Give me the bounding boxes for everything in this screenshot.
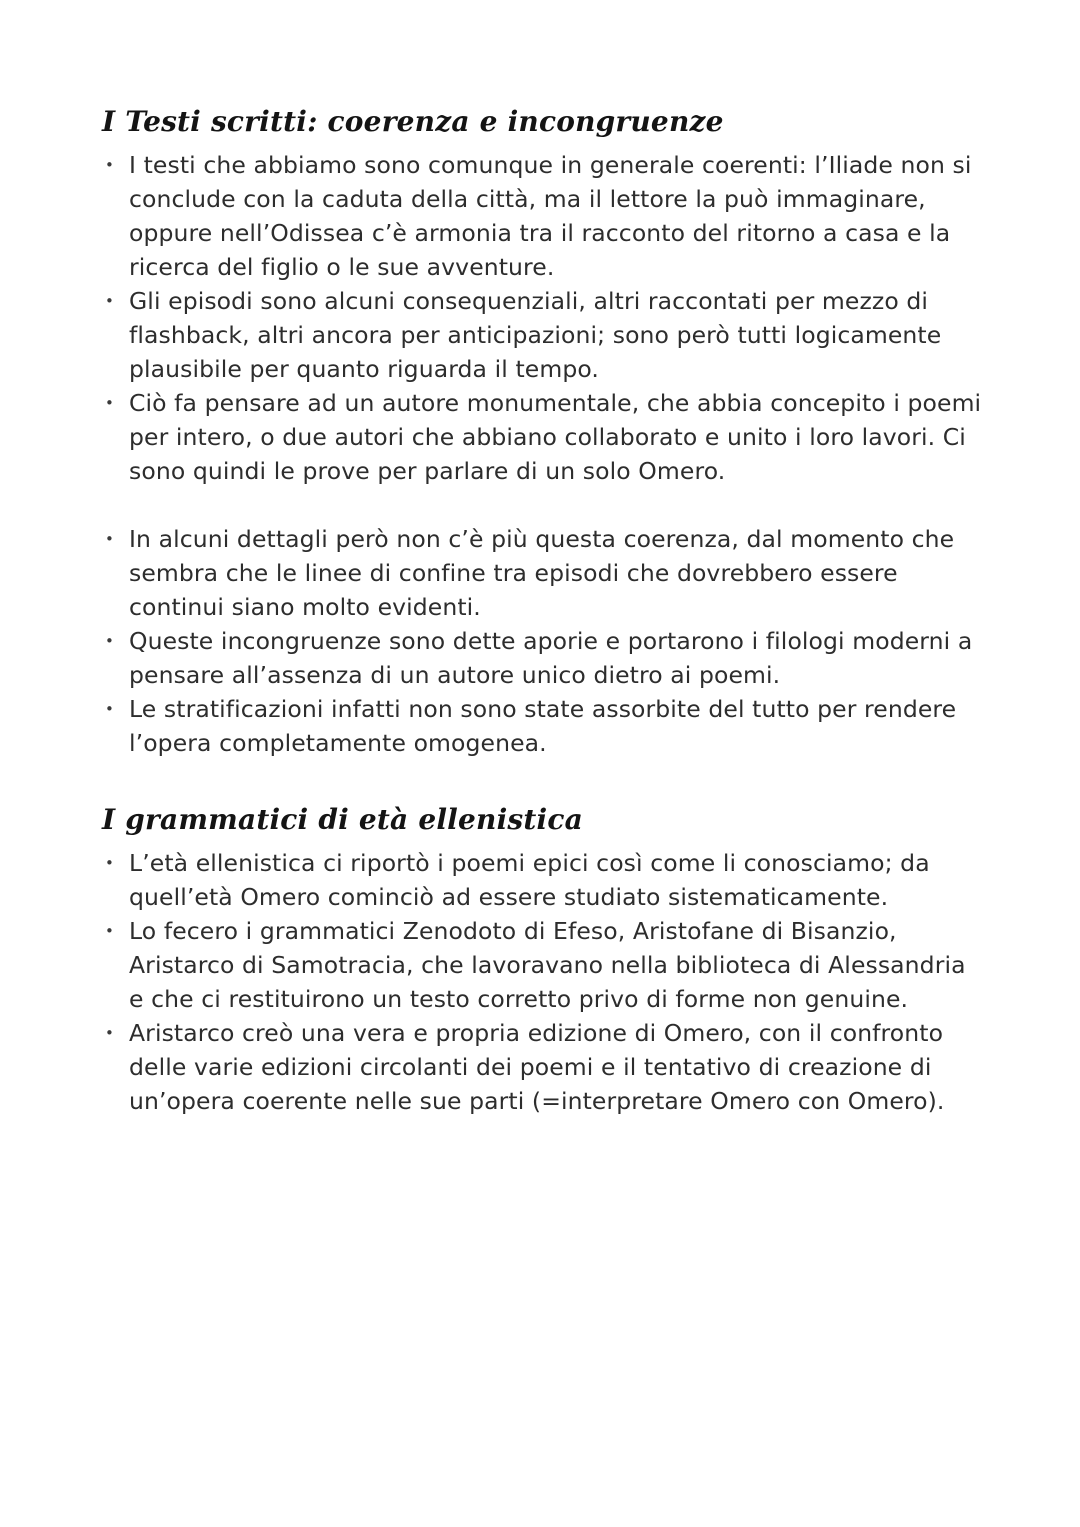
bullet-icon: • [105,1024,114,1042]
bullet-item [102,1016,982,1118]
bullet-icon: • [105,530,114,548]
bullet-icon: • [105,854,114,872]
bullet-icon: • [105,700,114,718]
bullet-icon: • [105,156,114,174]
bullet-text: Lo fecero i grammatici Zenodoto di Efeso, Aristofane di Bisanzio, Aristarco di Samotracia, che lavoravano nella biblioteca di Alessandria e che ci restituirono un testo corretto privo di forme non genuine. [129,917,966,1013]
bullet-text: L’età ellenistica ci riportò i poemi epici così come li conosciamo; da quell’età Omero cominciò ad essere studiato sistematicamente. [129,849,930,911]
section-testi-scritti [102,104,982,760]
bullet-text: Gli episodi sono alcuni consequenziali, altri raccontati per mezzo di flashback, altri ancora per anticipazioni; sono però tutti logicamente plausibile per quanto riguarda il tempo. [129,287,942,383]
bullet-icon: • [105,292,114,310]
bullet-item [102,624,982,692]
bullet-list [102,522,982,760]
bullet-item [102,148,982,284]
bullet-item [102,284,982,386]
bullet-text: Le stratificazioni infatti non sono state assorbite del tutto per rendere l’opera completamente omogenea. [129,695,957,757]
bullet-icon: • [105,632,114,650]
section-heading: I grammatici di età ellenistica [102,803,583,836]
bullet-icon: • [105,922,114,940]
bullet-text: Ciò fa pensare ad un autore monumentale, che abbia concepito i poemi per intero, o due autori che abbiano collaborato e unito i loro lavori. Ci sono quindi le prove per parlare di un solo Omero. [129,389,982,485]
bullet-item [102,522,982,624]
bullet-item [102,692,982,760]
section-heading: I Testi scritti: coerenza e incongruenze [102,105,724,138]
section-grammatici-ellenistici [102,802,982,1118]
bullet-item [102,386,982,488]
bullet-list [102,846,982,1118]
bullet-icon: • [105,394,114,412]
bullet-text: In alcuni dettagli però non c’è più questa coerenza, dal momento che sembra che le linee di confine tra episodi che dovrebbero essere continui siano molto evidenti. [129,525,955,621]
bullet-item [102,846,982,914]
bullet-text: I testi che abbiamo sono comunque in generale coerenti: l’Iliade non si conclude con la caduta della città, ma il lettore la può immaginare, oppure nell’Odissea c’è armonia tra il racconto del ritorno a casa e la ricerca del figlio o le sue avventure. [129,151,972,281]
bullet-item [102,914,982,1016]
bullet-list [102,148,982,488]
bullet-text: Queste incongruenze sono dette aporie e portarono i filologi moderni a pensare all’assenza di un autore unico dietro ai poemi. [129,627,973,689]
bullet-text: Aristarco creò una vera e propria edizione di Omero, con il confronto delle varie edizioni circolanti dei poemi e il tentativo di creazione di un’opera coerente nelle sue parti (=interpretare Omero con Omero). [129,1019,945,1115]
